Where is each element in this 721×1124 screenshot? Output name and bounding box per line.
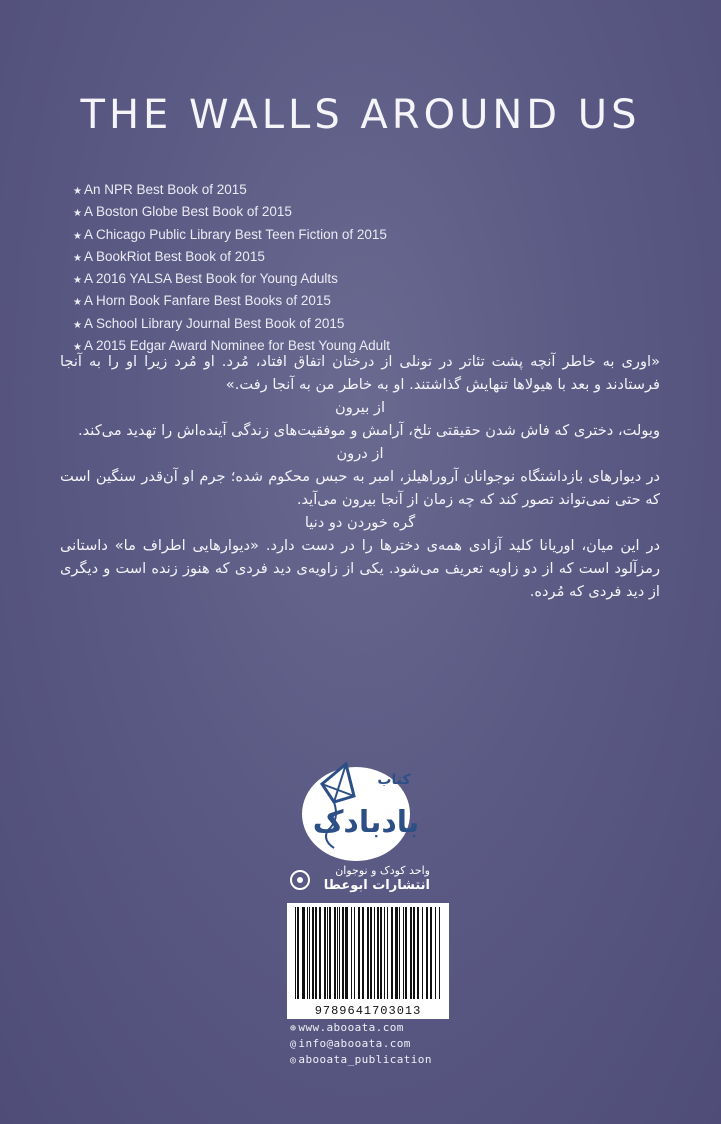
star-icon: ★ (73, 342, 82, 354)
instagram-text: abooata_publication (298, 1053, 432, 1066)
barcode-bar (417, 907, 419, 999)
barcode-bar (391, 907, 393, 999)
website (290, 1020, 490, 1036)
barcode-bar (354, 907, 355, 999)
blurb-heading-inside: از درون (336, 445, 384, 462)
barcode-bar (339, 907, 340, 999)
award-text: A Horn Book Fanfare Best Books of 2015 (83, 293, 331, 309)
publisher-unit: واحد کودک و نوجوان (335, 864, 430, 877)
publisher-name: انتشارات ابوعطا (323, 878, 430, 893)
barcode-bar (302, 907, 305, 999)
barcode-bar (324, 907, 326, 999)
logo-small-text: کتاب (377, 772, 411, 788)
award-item (73, 291, 633, 313)
star-icon: ★ (73, 230, 82, 242)
publisher-mark-icon (290, 870, 310, 890)
barcode-bar (307, 907, 308, 999)
barcode-bar (430, 907, 432, 999)
barcode-bar (370, 907, 372, 999)
barcode-bar (384, 907, 385, 999)
award-item (73, 180, 633, 202)
award-item (73, 225, 633, 247)
barcode-bar (358, 907, 360, 999)
barcode-bar (345, 907, 348, 999)
star-icon: ★ (73, 252, 82, 264)
awards-list (73, 180, 633, 358)
award-text: A Chicago Public Library Best Teen Fiction of 2015 (83, 226, 387, 242)
barcode-bars (287, 903, 449, 1003)
barcode-bar (395, 907, 398, 999)
barcode-bar (362, 907, 364, 999)
email (290, 1036, 490, 1052)
blurb-heading-worlds: گره خوردن دو دنیا (304, 514, 416, 531)
barcode-bar (337, 907, 338, 999)
barcode-bar (403, 907, 404, 999)
award-text: An NPR Best Book of 2015 (83, 182, 247, 197)
barcode (287, 903, 449, 1019)
barcode-bar (367, 907, 369, 999)
award-text: A Boston Globe Best Book of 2015 (83, 204, 292, 220)
award-item (73, 202, 633, 224)
barcode-bar (422, 907, 423, 999)
at-icon: @ (290, 1039, 297, 1050)
blurb-paragraph-worlds: در این میان، اوریانا کلید آزادی همه‌ی دخترها را در دست دارد. «دیوارهایی اطراف ما» داستانی رمزآلود است که از دو زاویه تعریف می‌شود. یکی از زاویه‌ی دید فردی که هنوز زنده است و دیگری از دید فردی که مُرده. (60, 537, 660, 600)
star-icon: ★ (73, 208, 82, 220)
award-text: A 2016 YALSA Best Book for Young Adults (83, 271, 338, 287)
star-icon: ★ (73, 319, 82, 331)
blurb (60, 350, 660, 603)
barcode-bar (405, 907, 407, 999)
barcode-bar (374, 907, 375, 999)
barcode-bar (410, 907, 412, 999)
book-title: THE WALLS AROUND US (80, 92, 641, 138)
blurb-heading-outside: از بیرون (334, 399, 386, 416)
star-icon: ★ (73, 275, 82, 287)
barcode-bar (439, 907, 440, 999)
award-item (73, 314, 633, 336)
instagram (290, 1052, 490, 1068)
barcode-bar (387, 907, 388, 999)
award-item (73, 247, 633, 269)
barcode-bar (295, 907, 296, 999)
kite-logo-icon (294, 756, 428, 866)
instagram-icon: ◎ (290, 1055, 297, 1066)
globe-icon: ⊕ (290, 1023, 297, 1034)
publisher-info (288, 864, 438, 898)
blurb-quote: «اوری به خاطر آنچه پشت تئاتر در تونلی از درختان اتفاق افتاد، مُرد. او مُرد زیرا او را به آنجا فرستادند و بعد با هیولاها تنهایش گذاشتند. او به خاطر من به آنجا رفت.» (60, 353, 660, 393)
blurb-paragraph-inside: در دیوارهای بازداشتگاه نوجوانان آروراهیلز، امبر به حبس محکوم شده؛ جرم او آن‌قدر سنگین است که حتی نمی‌تواند تصور کند که چه زمان از آنجا بیرون می‌آید. (60, 468, 660, 508)
website-text: www.abooata.com (298, 1021, 404, 1034)
barcode-bar (315, 907, 317, 999)
publisher-logo (294, 756, 428, 866)
barcode-bar (377, 907, 379, 999)
barcode-bar (297, 907, 299, 999)
email-text: info@abooata.com (298, 1037, 411, 1050)
barcode-bar (329, 907, 331, 999)
barcode-bar (435, 907, 436, 999)
isbn-number: 9789641703013 (287, 1004, 449, 1018)
barcode-bar (351, 907, 352, 999)
logo-main-text: بادبادک (312, 805, 420, 840)
barcode-bar (399, 907, 400, 999)
award-text: A 2015 Edgar Award Nominee for Best Young Adult (83, 338, 390, 354)
award-text: A BookRiot Best Book of 2015 (83, 248, 265, 264)
star-icon: ★ (73, 186, 82, 197)
barcode-bar (380, 907, 382, 999)
barcode-bar (327, 907, 328, 999)
contact-info (290, 1020, 490, 1068)
barcode-bar (309, 907, 310, 999)
award-item (73, 269, 633, 291)
barcode-bar (413, 907, 415, 999)
barcode-bar (342, 907, 344, 999)
barcode-bar (426, 907, 428, 999)
blurb-paragraph-outside: ویولت، دختری که فاش شدن حقیقتی تلخ، آرامش و موفقیت‌های زندگی آینده‌اش را تهدید می‌کند. (78, 422, 660, 439)
barcode-bar (319, 907, 321, 999)
barcode-bar (334, 907, 336, 999)
barcode-bar (312, 907, 314, 999)
star-icon: ★ (73, 297, 82, 309)
award-text: A School Library Journal Best Book of 2015 (83, 315, 345, 331)
